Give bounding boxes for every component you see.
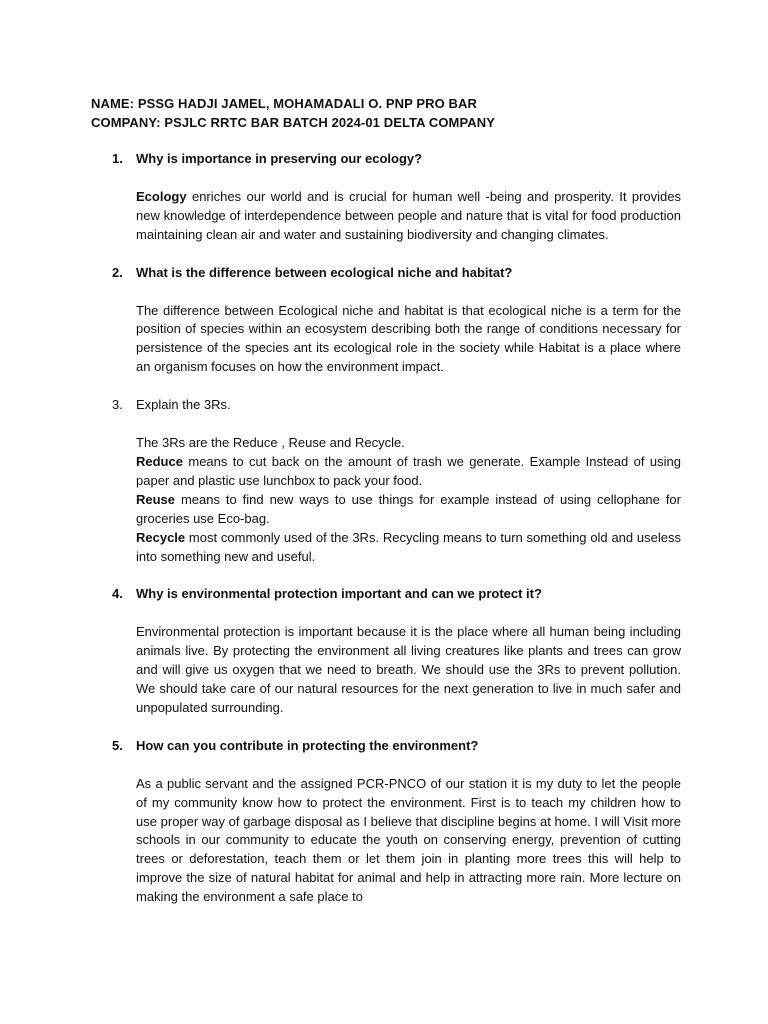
question-list (91, 150, 681, 907)
document-header (91, 94, 691, 132)
question-item-4 (91, 585, 681, 717)
answer-2 (91, 302, 681, 378)
question-1 (91, 150, 681, 169)
question-item-5 (91, 737, 681, 907)
company-line: COMPANY: PSJLC RRTC BAR BATCH 2024-01 DELTA COMPANY (91, 115, 496, 130)
answer-text: enriches our world and is crucial for human well -being and prosperity. It provides new knowledge of interdependence between people and nature that is vital for food production maintaining clean air and water and sustaining biodiversity and changing climates. (136, 188, 681, 242)
answer-paragraph: As a public servant and the assigned PCR-PNCO of our station it is my duty to let the people of my community know how to protect the environment. First is to teach my children how to use proper way of garbage disposal as I believe that discipline begins at home. I will Visit more schools in our community to educate the youth on conserving energy, prevention of cutting trees or deforestation, teach them or let them join in planting more trees this will help to improve the size of natural habitat for animal and help in attracting more rain. More lecture on making the environment a safe place to (136, 775, 681, 905)
answer-paragraph (136, 188, 681, 245)
recycle-text: most commonly used of the 3Rs. Recycling means to turn something old and useless into something new and useful. (136, 529, 681, 564)
question-number: 2. (112, 264, 123, 280)
question-4 (91, 585, 681, 604)
answer-5 (91, 775, 681, 907)
question-3 (91, 396, 681, 415)
answer-recycle (136, 529, 681, 567)
question-text: Explain the 3Rs. (136, 397, 231, 413)
reuse-term: Reuse (136, 491, 176, 507)
question-number: 5. (112, 737, 123, 753)
answer-paragraph: Environmental protection is important because it is the place where all human being including animals live. By protecting the environment all living creatures like plants and trees can grow and will give us oxygen that we need to breath. We should use the 3Rs to prevent pollution. We should take care of our natural resources for the next generation to live in much safer and unpopulated surrounding. (136, 624, 681, 715)
question-number: 4. (112, 586, 123, 602)
question-item-3 (91, 396, 681, 566)
question-item-1 (91, 150, 681, 245)
question-5 (91, 737, 681, 756)
question-item-2 (91, 264, 681, 378)
recycle-term: Recycle (136, 529, 186, 545)
question-text: What is the difference between ecological niche and habitat? (136, 264, 513, 280)
reuse-text: means to find new ways to use things for example instead of using cellophane for groceries use Eco-bag. (136, 491, 681, 526)
reduce-term: Reduce (136, 453, 183, 469)
answer-3 (91, 434, 681, 566)
question-text: Why is environmental protection important and can we protect it? (136, 586, 542, 602)
question-text: How can you contribute in protecting the environment? (136, 737, 479, 753)
question-number: 1. (112, 151, 123, 166)
name-line: NAME: PSSG HADJI JAMEL, MOHAMADALI O. PNP PRO BAR (91, 96, 478, 111)
answer-lead-term: Ecology (136, 188, 187, 204)
question-number: 3. (112, 397, 123, 413)
answer-1 (91, 188, 681, 245)
question-text: Why is importance in preserving our ecology? (136, 151, 423, 166)
question-2 (91, 264, 681, 283)
answer-reuse (136, 491, 681, 529)
answer-reduce (136, 453, 681, 491)
answer-intro: The 3Rs are the Reduce , Reuse and Recycle. (136, 435, 405, 451)
answer-paragraph: The difference between Ecological niche and habitat is that ecological niche is a term for the position of species within an ecosystem describing both the range of conditions necessary for persistence of the species ant its ecological role in the society while Habitat is a place where an organism focuses on how the environment impact. (136, 302, 681, 375)
reduce-text: means to cut back on the amount of trash we generate. Example Instead of using paper and plastic use lunchbox to pack your food. (136, 453, 681, 488)
answer-4 (91, 623, 681, 718)
